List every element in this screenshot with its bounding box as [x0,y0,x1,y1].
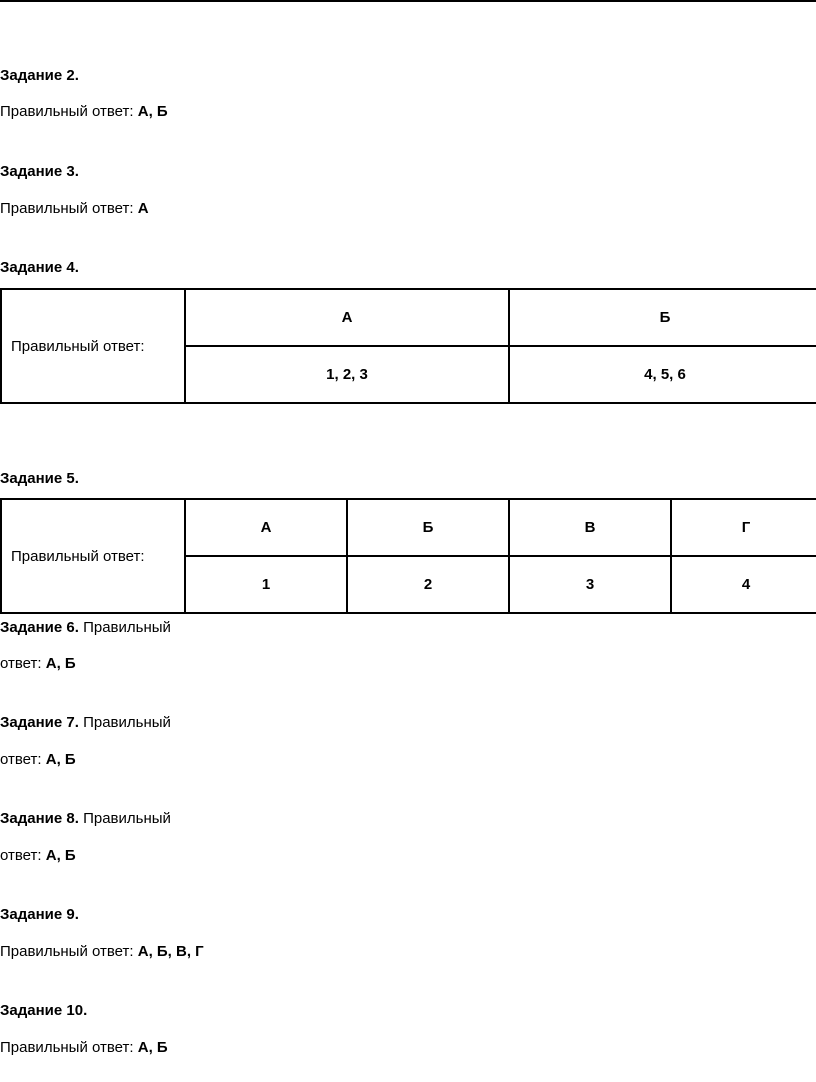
task-5-answer-table [0,498,816,614]
answer-value: А, Б [45,751,76,768]
task-6-line-1 [0,618,171,638]
answer-label: Правильный [78,619,171,636]
task-3-title: Задание 3. [0,163,79,180]
task-9-title: Задание 9. [0,906,79,923]
task-3-answer [0,199,149,219]
answer-value: А, Б [45,655,76,672]
answer-label: Правильный ответ: [0,1039,138,1056]
answer-value: А, Б [137,103,168,120]
answer-label: Правильный [78,810,171,827]
answer-label: Правильный ответ: [0,103,138,120]
answer-value: А, Б [45,847,76,864]
task-8-title: Задание 8. [0,810,79,827]
task-2-title: Задание 2. [0,67,79,84]
header-cell: В [509,499,671,556]
header-cell: Б [509,289,816,346]
answer-label: ответ: [0,847,46,864]
value-cell: 1, 2, 3 [185,346,509,403]
task-8-line-1 [0,809,171,829]
answer-label: Правильный [78,714,171,731]
value-cell: 4 [671,556,816,613]
answer-label-cell: Правильный ответ: [1,289,185,403]
task-6-line-2 [0,654,76,674]
answer-value: А, Б, В, Г [137,943,204,960]
value-cell: 4, 5, 6 [509,346,816,403]
task-2-answer [0,102,168,122]
task-6-title: Задание 6. [0,619,79,636]
task-7-line-2 [0,750,76,770]
task-7-line-1 [0,713,171,733]
answer-label: ответ: [0,751,46,768]
answer-value: А, Б [137,1039,168,1056]
header-cell: Б [347,499,509,556]
value-cell: 3 [509,556,671,613]
value-cell: 1 [185,556,347,613]
value-cell: 2 [347,556,509,613]
answer-label: Правильный ответ: [0,943,138,960]
header-cell: Г [671,499,816,556]
answer-label: ответ: [0,655,46,672]
task-7-title: Задание 7. [0,714,79,731]
task-4-answer-table [0,288,816,404]
header-cell: А [185,499,347,556]
task-10-answer [0,1038,168,1058]
task-9-answer [0,942,204,962]
task-4-title: Задание 4. [0,259,79,276]
top-rule [0,0,816,2]
header-cell: А [185,289,509,346]
task-5-title: Задание 5. [0,470,79,487]
answer-label-cell: Правильный ответ: [1,499,185,613]
task-10-title: Задание 10. [0,1002,88,1019]
answer-value: А [137,200,149,217]
answer-label: Правильный ответ: [0,200,138,217]
task-8-line-2 [0,846,76,866]
